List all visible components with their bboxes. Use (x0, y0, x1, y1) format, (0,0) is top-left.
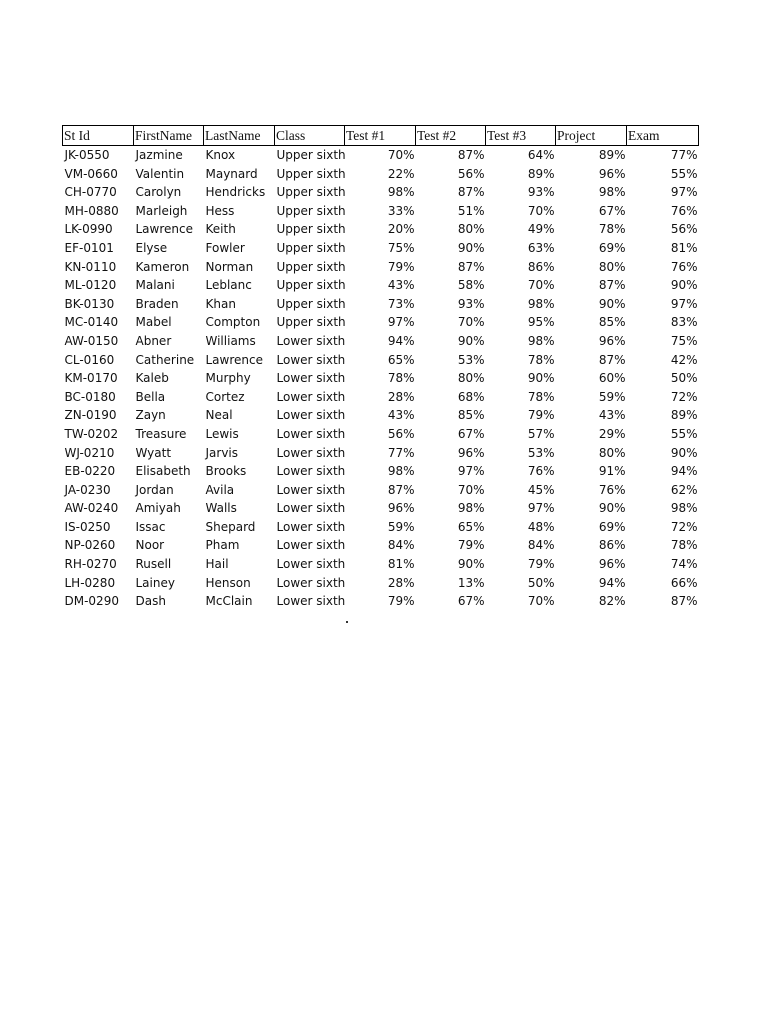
cell-project: 67% (598, 203, 626, 218)
cell-test-3: 98% (527, 296, 555, 311)
cell-st-id: EF-0101 (64, 240, 114, 255)
cell-exam: 42% (670, 352, 698, 367)
cell-test-1: 33% (387, 203, 415, 218)
cell-class: Upper sixth (276, 185, 346, 200)
cell-test-3: 78% (527, 389, 555, 404)
cell-test-1: 79% (387, 259, 415, 274)
cell-test-3: 95% (527, 315, 555, 330)
cell-class: Upper sixth (276, 148, 346, 162)
cell-first-name: Jordan (135, 482, 174, 497)
table-row (63, 183, 699, 202)
cell-class: Upper sixth (276, 166, 346, 181)
cell-class: Upper sixth (276, 296, 346, 311)
cell-test-1: 98% (387, 185, 415, 200)
cell-project: 78% (598, 222, 626, 237)
cell-test-2: 90% (457, 557, 485, 572)
cell-test-3: 45% (527, 482, 555, 497)
cell-test-3: 78% (527, 352, 555, 367)
cell-project: 80% (598, 445, 626, 460)
cell-test-1: 75% (387, 240, 415, 255)
cell-test-1: 22% (387, 166, 415, 181)
cell-exam: 81% (670, 240, 698, 255)
cell-exam: 83% (670, 315, 698, 330)
header-first-name: FirstName (134, 126, 204, 146)
table-row (63, 239, 699, 258)
cell-last-name: Murphy (205, 371, 251, 386)
cell-first-name: Catherine (135, 352, 195, 367)
cell-test-3: 97% (527, 501, 555, 516)
cell-exam: 97% (670, 185, 698, 200)
cell-class: Lower sixth (276, 352, 346, 367)
header-row (63, 126, 699, 146)
cell-first-name: Kameron (135, 259, 190, 274)
cell-test-2: 67% (457, 426, 485, 441)
cell-st-id: MC-0140 (64, 315, 119, 330)
cell-class: Lower sixth (276, 389, 346, 404)
cell-project: 94% (598, 575, 626, 590)
cell-exam: 62% (670, 482, 698, 497)
cell-first-name: Wyatt (135, 445, 172, 460)
cell-first-name: Dash (135, 594, 166, 609)
table-row (63, 406, 699, 425)
table-row (63, 536, 699, 555)
cell-exam: 89% (670, 408, 698, 423)
table-body (63, 146, 699, 611)
cell-exam: 90% (670, 278, 698, 293)
header-st-id: St Id (63, 126, 134, 146)
cell-exam: 72% (670, 519, 698, 534)
cell-test-1: 94% (387, 333, 415, 348)
cell-last-name: Norman (205, 259, 254, 274)
cell-project: 89% (598, 148, 626, 162)
cell-test-1: 87% (387, 482, 415, 497)
table-row (63, 574, 699, 593)
table-row (63, 313, 699, 332)
cell-exam: 94% (670, 464, 698, 479)
cell-first-name: Mabel (135, 315, 172, 330)
cell-class: Upper sixth (276, 203, 346, 218)
cell-test-1: 73% (387, 296, 415, 311)
cell-exam: 56% (670, 222, 698, 237)
cell-exam: 50% (670, 371, 698, 386)
cell-test-1: 78% (387, 371, 415, 386)
cell-test-3: 79% (527, 557, 555, 572)
cell-class: Upper sixth (276, 278, 346, 293)
cell-last-name: Fowler (205, 240, 245, 255)
cell-last-name: Shepard (205, 519, 256, 534)
cell-test-1: 70% (387, 148, 415, 162)
cell-test-2: 93% (457, 296, 485, 311)
cell-exam: 66% (670, 575, 698, 590)
table-row (63, 481, 699, 500)
cell-test-3: 63% (527, 240, 555, 255)
cell-first-name: Lawrence (135, 222, 193, 237)
cell-test-1: 98% (387, 464, 415, 479)
cell-class: Lower sixth (276, 445, 346, 460)
cell-project: 87% (598, 352, 626, 367)
cell-exam: 55% (670, 166, 698, 181)
cell-test-3: 48% (527, 519, 555, 534)
cell-test-2: 70% (457, 315, 485, 330)
cell-project: 60% (598, 371, 626, 386)
cell-exam: 76% (670, 203, 698, 218)
cell-test-2: 90% (457, 333, 485, 348)
cell-last-name: Compton (205, 315, 261, 330)
cell-first-name: Rusell (135, 557, 172, 572)
cell-exam: 72% (670, 389, 698, 404)
cell-test-2: 87% (457, 148, 485, 162)
cell-project: 85% (598, 315, 626, 330)
header-exam: Exam (627, 126, 699, 146)
cell-first-name: Noor (135, 538, 165, 553)
cell-first-name: Malani (135, 278, 175, 293)
cell-project: 80% (598, 259, 626, 274)
cell-last-name: Neal (205, 408, 233, 423)
cell-test-3: 53% (527, 445, 555, 460)
cell-test-2: 53% (457, 352, 485, 367)
cell-test-3: 49% (527, 222, 555, 237)
table-row (63, 276, 699, 295)
cell-st-id: VM-0660 (64, 166, 118, 181)
cell-class: Lower sixth (276, 426, 346, 441)
cell-test-2: 51% (457, 203, 485, 218)
table-row (63, 518, 699, 537)
cell-project: 43% (598, 408, 626, 423)
cell-st-id: EB-0220 (64, 464, 116, 479)
cell-exam: 78% (670, 538, 698, 553)
cell-test-3: 70% (527, 278, 555, 293)
cell-first-name: Zayn (135, 408, 166, 423)
cell-test-2: 56% (457, 166, 485, 181)
cell-class: Lower sixth (276, 408, 346, 423)
cell-last-name: Lawrence (205, 352, 263, 367)
table-header (63, 126, 699, 146)
cell-test-2: 80% (457, 222, 485, 237)
cell-st-id: KM-0170 (64, 371, 118, 386)
cell-test-2: 98% (457, 501, 485, 516)
cell-st-id: IS-0250 (64, 519, 111, 534)
cell-test-1: 96% (387, 501, 415, 516)
cell-last-name: Hess (205, 203, 235, 218)
cell-test-2: 67% (457, 594, 485, 609)
cell-test-3: 90% (527, 371, 555, 386)
cell-class: Upper sixth (276, 315, 346, 330)
cell-last-name: Cortez (205, 389, 245, 404)
cell-exam: 55% (670, 426, 698, 441)
cell-test-2: 96% (457, 445, 485, 460)
cell-class: Upper sixth (276, 222, 346, 237)
cell-project: 96% (598, 557, 626, 572)
cell-test-3: 57% (527, 426, 555, 441)
cell-project: 91% (598, 464, 626, 479)
cell-last-name: Brooks (205, 464, 247, 479)
cell-first-name: Elisabeth (135, 464, 191, 479)
cell-exam: 90% (670, 445, 698, 460)
cell-st-id: ZN-0190 (64, 408, 117, 423)
table-row (63, 444, 699, 463)
cell-st-id: WJ-0210 (64, 445, 115, 460)
table-row (63, 220, 699, 239)
cell-exam: 87% (670, 594, 698, 609)
table-row (63, 332, 699, 351)
cell-test-2: 90% (457, 240, 485, 255)
cell-first-name: Elyse (135, 240, 168, 255)
cell-last-name: Hail (205, 557, 229, 572)
cell-last-name: Hendricks (205, 185, 266, 200)
cell-project: 96% (598, 333, 626, 348)
cell-st-id: RH-0270 (64, 557, 117, 572)
cell-test-2: 68% (457, 389, 485, 404)
cell-st-id: KN-0110 (64, 259, 117, 274)
table-row (63, 202, 699, 221)
cell-project: 90% (598, 296, 626, 311)
header-test-1: Test #1 (345, 126, 416, 146)
cell-test-2: 80% (457, 371, 485, 386)
header-last-name: LastName (204, 126, 275, 146)
cell-test-1: 28% (387, 575, 415, 590)
cell-test-3: 64% (527, 148, 555, 162)
cell-last-name: Knox (205, 148, 236, 162)
cell-st-id: CL-0160 (64, 352, 115, 367)
cell-class: Upper sixth (276, 240, 346, 255)
cell-test-3: 93% (527, 185, 555, 200)
cell-st-id: MH-0880 (64, 203, 119, 218)
cell-last-name: Lewis (205, 426, 239, 441)
cell-test-1: 65% (387, 352, 415, 367)
cell-project: 90% (598, 501, 626, 516)
cell-st-id: LH-0280 (64, 575, 116, 590)
cell-test-2: 87% (457, 259, 485, 274)
cell-test-1: 81% (387, 557, 415, 572)
table-row (63, 258, 699, 277)
cell-test-2: 85% (457, 408, 485, 423)
cell-class: Lower sixth (276, 538, 346, 553)
header-project: Project (556, 126, 627, 146)
cell-test-2: 70% (457, 482, 485, 497)
cell-test-1: 43% (387, 278, 415, 293)
cell-st-id: JA-0230 (64, 482, 111, 497)
cell-class: Upper sixth (276, 259, 346, 274)
table-row (63, 295, 699, 314)
cell-project: 87% (598, 278, 626, 293)
cell-first-name: Jazmine (135, 148, 183, 162)
cell-test-3: 76% (527, 464, 555, 479)
cell-class: Lower sixth (276, 557, 346, 572)
cell-last-name: Jarvis (205, 445, 239, 460)
header-test-2: Test #2 (416, 126, 486, 146)
cell-st-id: BK-0130 (64, 296, 115, 311)
cell-st-id: ML-0120 (64, 278, 117, 293)
cell-last-name: Khan (205, 296, 236, 311)
cell-test-3: 70% (527, 594, 555, 609)
cell-test-2: 97% (457, 464, 485, 479)
cell-project: 86% (598, 538, 626, 553)
cell-test-2: 79% (457, 538, 485, 553)
cell-exam: 75% (670, 333, 698, 348)
header-test-3: Test #3 (486, 126, 556, 146)
table-row (63, 462, 699, 481)
cell-class: Lower sixth (276, 594, 346, 609)
cell-st-id: TW-0202 (64, 426, 119, 441)
cell-last-name: Keith (205, 222, 236, 237)
table-row (63, 351, 699, 370)
cell-class: Lower sixth (276, 519, 346, 534)
cell-class: Lower sixth (276, 575, 346, 590)
cell-test-1: 56% (387, 426, 415, 441)
cell-last-name: Williams (205, 333, 256, 348)
cell-first-name: Treasure (135, 426, 187, 441)
cell-project: 69% (598, 519, 626, 534)
cell-test-1: 79% (387, 594, 415, 609)
cell-class: Lower sixth (276, 501, 346, 516)
cell-class: Lower sixth (276, 482, 346, 497)
cell-exam: 97% (670, 296, 698, 311)
cell-first-name: Kaleb (135, 371, 169, 386)
cell-first-name: Lainey (135, 575, 175, 590)
table-row (63, 499, 699, 518)
cell-project: 76% (598, 482, 626, 497)
cell-project: 59% (598, 389, 626, 404)
cell-st-id: JK-0550 (64, 148, 110, 162)
cell-last-name: McClain (205, 594, 253, 609)
cell-exam: 76% (670, 259, 698, 274)
table-row (63, 592, 699, 611)
cell-last-name: Avila (205, 482, 235, 497)
cell-first-name: Marleigh (135, 203, 188, 218)
cell-test-3: 98% (527, 333, 555, 348)
cell-test-3: 84% (527, 538, 555, 553)
cell-st-id: AW-0240 (64, 501, 119, 516)
header-class: Class (275, 126, 345, 146)
cell-test-1: 84% (387, 538, 415, 553)
cell-class: Lower sixth (276, 333, 346, 348)
table-row (63, 146, 699, 165)
cell-first-name: Carolyn (135, 185, 182, 200)
cell-test-3: 86% (527, 259, 555, 274)
table-row (63, 369, 699, 388)
table-row (63, 388, 699, 407)
cell-first-name: Valentin (135, 166, 185, 181)
cell-project: 96% (598, 166, 626, 181)
cell-test-3: 79% (527, 408, 555, 423)
cell-test-2: 13% (457, 575, 485, 590)
cell-project: 82% (598, 594, 626, 609)
cell-test-1: 20% (387, 222, 415, 237)
cell-test-1: 59% (387, 519, 415, 534)
cell-test-3: 70% (527, 203, 555, 218)
cell-project: 69% (598, 240, 626, 255)
cell-first-name: Bella (135, 389, 166, 404)
cell-project: 29% (598, 426, 626, 441)
cell-test-2: 58% (457, 278, 485, 293)
cell-last-name: Pham (205, 538, 240, 553)
cell-test-1: 97% (387, 315, 415, 330)
cell-st-id: NP-0260 (64, 538, 116, 553)
cell-first-name: Braden (135, 296, 179, 311)
cell-first-name: Issac (135, 519, 166, 534)
cell-test-1: 28% (387, 389, 415, 404)
cell-st-id: AW-0150 (64, 333, 119, 348)
cell-exam: 74% (670, 557, 698, 572)
cell-exam: 77% (670, 148, 698, 162)
table-row (63, 555, 699, 574)
cell-st-id: LK-0990 (64, 222, 113, 237)
cell-test-3: 50% (527, 575, 555, 590)
stray-dot-mark (346, 621, 348, 623)
cell-test-2: 65% (457, 519, 485, 534)
cell-exam: 98% (670, 501, 698, 516)
cell-test-1: 77% (387, 445, 415, 460)
cell-test-3: 89% (527, 166, 555, 181)
cell-st-id: BC-0180 (64, 389, 116, 404)
student-grades-table (62, 125, 699, 611)
cell-st-id: DM-0290 (64, 594, 119, 609)
table-row (63, 425, 699, 444)
cell-test-2: 87% (457, 185, 485, 200)
cell-st-id: CH-0770 (64, 185, 117, 200)
cell-project: 98% (598, 185, 626, 200)
cell-last-name: Leblanc (205, 278, 252, 293)
cell-first-name: Amiyah (135, 501, 181, 516)
cell-test-1: 43% (387, 408, 415, 423)
cell-class: Lower sixth (276, 371, 346, 386)
cell-last-name: Henson (205, 575, 251, 590)
cell-first-name: Abner (135, 333, 172, 348)
table-row (63, 165, 699, 184)
cell-class: Lower sixth (276, 464, 346, 479)
cell-last-name: Walls (205, 501, 237, 516)
cell-last-name: Maynard (205, 166, 258, 181)
